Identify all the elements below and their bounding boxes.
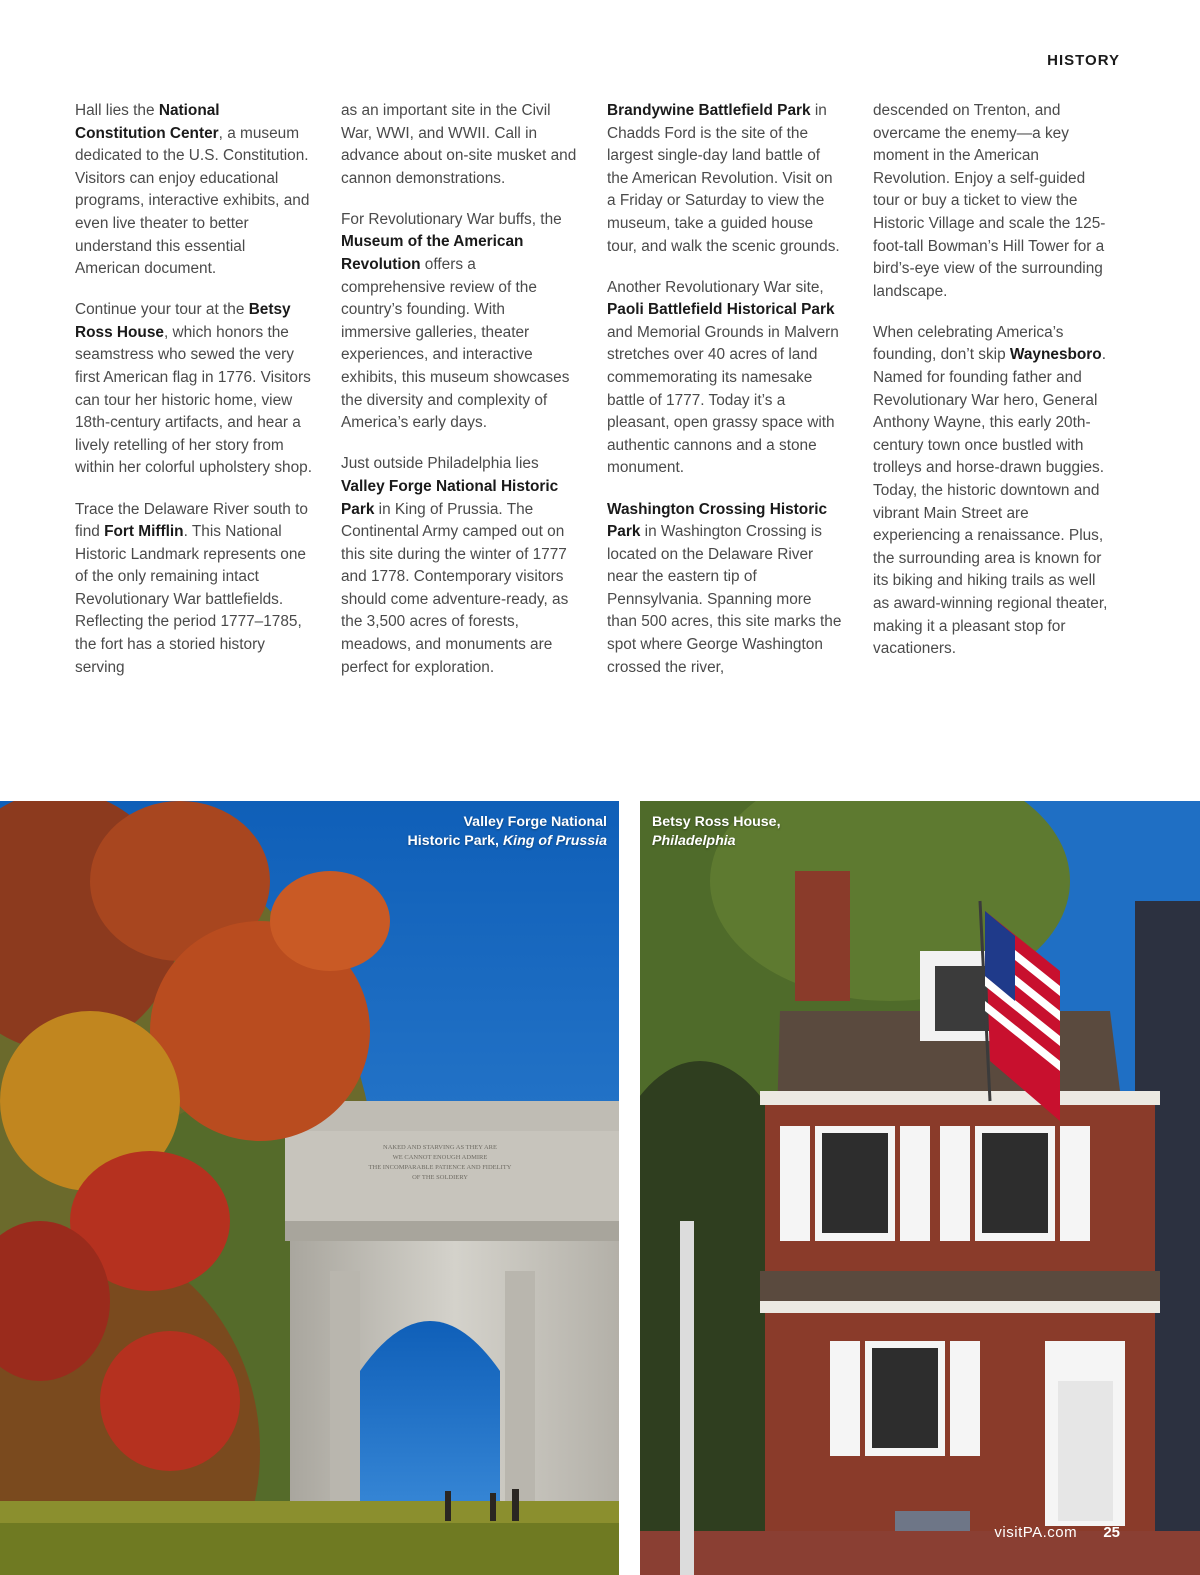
paragraph: Brandywine Battlefield Park in Chadds Ford is the site of the largest single-day land battle of the American Revolution. Visit on a Friday or Saturday to view the museum, take a guided house tour, and walk the scenic grounds. [607,102,840,255]
website-url: visitPA.com [994,1524,1078,1541]
paragraph: Hall lies the National Constitution Center, a museum dedicated to the U.S. Constitution. Visitors can enjoy educational programs, interactive exhibits, and even live theater to better understand this essential American document. [75,102,310,278]
paragraph: as an important site in the Civil War, WWI, and WWII. Call in advance about on-site musket and cannon demonstrations. [341,102,577,187]
valley-forge-photo [0,801,619,1575]
place-name: Washington Crossing Historic Park [607,500,828,541]
article-columns [75,100,1130,770]
paragraph: Washington Crossing Historic Park in Washington Crossing is located on the Delaware River near the eastern tip of Pennsylvania. Spanning more than 500 acres, this site marks the spot where George Washington crossed the river, [607,500,842,676]
place-name: Brandywine Battlefield Park [607,102,811,119]
inscription-line-2: WE CANNOT ENOUGH ADMIRE [392,1154,488,1161]
paragraph: Continue your tour at the Betsy Ross House, which honors the seamstress who sewed the very first American flag in 1776. Visitors can tour her historic home, view 18th-century artifacts, and hear a lively retelling of her story from within her colorful upholstery shop. [75,301,312,477]
chimney [795,871,850,1001]
paragraph: When celebrating America’s founding, don’t skip Waynesboro. Named for founding father and Revolutionary War hero, General Anthony Wayne, this early 20th-century town once bustled with trolleys and horse-drawn buggies. Today, the historic downtown and vibrant Main Street are experiencing a renaissance. Plus, the surrounding area is known for its biking and hiking trails as well as award-winning regional theater, making it a pleasant stop for vacationers. [873,323,1108,658]
paragraph: descended on Trenton, and overcame the enemy—a key moment in the American Revolution. Enjoy a self-guided tour or buy a ticket to view the Historic Village and scale the 125-foot-tall Bowman’s Hill Tower for a bird’s-eye view of the surrounding landscape. [873,102,1106,300]
column-4 [873,100,1111,679]
place-name: Museum of the American Revolution [341,233,524,274]
inscription-line-1: NAKED AND STARVING AS THEY ARE [383,1144,497,1151]
betsy-ross-photo [640,801,1200,1575]
place-name: Paoli Battlefield Historical Park [607,301,835,319]
paragraph: For Revolutionary War buffs, the Museum of the American Revolution offers a comprehensive review of the country’s founding. With immersive galleries, theater experiences, and interactive exhibits, this museum showcases the diversity and complexity of America’s early days. [341,210,570,432]
inscription-line-4: OF THE SOLDIERY [412,1174,468,1181]
lower-windows [830,1341,980,1456]
paragraph: Another Revolutionary War site, Paoli Battlefield Historical Park and Memorial Grounds in Malvern stretches over 40 acres of land commemorating its namesake battle of 1777. Today it’s a pleasant, open grassy space with authentic cannons and a stone monument. [607,278,839,477]
place-name: Betsy Ross House [75,301,291,341]
column-2 [341,100,579,698]
page-number: 25 [1103,1524,1120,1541]
place-name: National Constitution Center [75,102,220,142]
memorial-arch [280,1101,619,1551]
betsy-ross-illustration [640,801,1200,1575]
valley-forge-illustration [0,801,619,1575]
place-name: Fort Mifflin [104,523,184,541]
column-1 [75,100,313,698]
column-3 [607,100,845,698]
photo-caption-left: Valley Forge National Historic Park, King of Prussia [407,814,607,849]
grass [0,1521,619,1575]
paragraph: Trace the Delaware River south to find Fort Mifflin. This National Historic Landmark represents one of the only remaining intact Revolutionary War battlefields. Reflecting the period 1777–1785, the fort has a storied history serving [75,500,308,676]
section-label: HISTORY [1047,52,1120,69]
page-footer [994,1524,1120,1541]
place-name: Valley Forge National Historic Park [341,477,559,518]
place-name: Waynesboro [1009,346,1102,364]
paragraph: Just outside Philadelphia lies Valley Forge National Historic Park in King of Prussia. The Continental Army camped out on this site during the winter of 1777 and 1778. Contemporary visitors should come adventure-ready, as the 3,500 acres of forests, meadows, and monuments are perfect for exploration. [341,455,569,676]
inscription-line-3: THE INCOMPARABLE PATIENCE AND FIDELITY [368,1164,512,1171]
photo-caption-right: Betsy Ross House, Philadelphia [652,814,781,849]
